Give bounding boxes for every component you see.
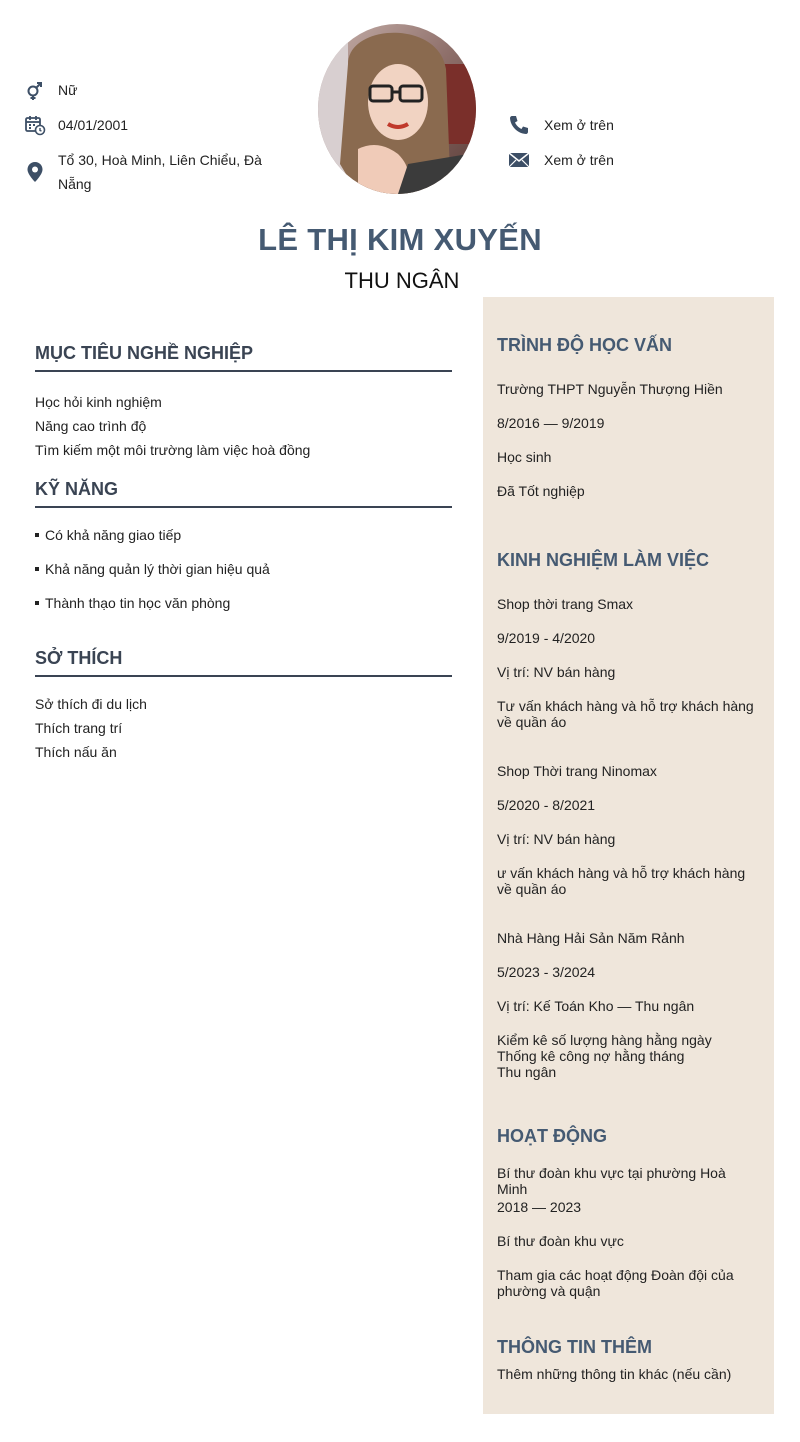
hobbies-heading: SỞ THÍCH [35, 648, 452, 677]
extra-text: Thêm những thông tin khác (nếu cần) [497, 1366, 732, 1382]
contact-dob [23, 113, 128, 137]
candidate-name: LÊ THỊ KIM XUYẾN [258, 222, 542, 257]
job-period: 9/2019 - 4/2020 [497, 630, 596, 646]
activity-org: Bí thư đoàn khu vực tại phường Hoà Minh [497, 1165, 726, 1197]
experience-heading: KINH NGHIỆM LÀM VIỆC [497, 550, 710, 570]
activity-period: 2018 — 2023 [497, 1199, 582, 1215]
job-company: Nhà Hàng Hải Sản Năm Rảnh [497, 930, 685, 946]
career-goal-heading: MỤC TIÊU NGHỀ NGHIỆP [35, 343, 452, 372]
hobby-line: Thích nấu ăn [35, 744, 117, 760]
activities-section [497, 1126, 759, 1147]
extra-heading: THÔNG TIN THÊM [497, 1337, 652, 1357]
bullet [35, 567, 39, 571]
skill-text: Có khả năng giao tiếp [45, 527, 182, 543]
education-heading: TRÌNH ĐỘ HỌC VẤN [497, 335, 672, 355]
avatar [318, 24, 476, 194]
extra-section [497, 1337, 759, 1358]
job-description: Tư vấn khách hàng và hỗ trợ khách hàng về quần áo [497, 698, 754, 730]
activities-heading: HOẠT ĐỘNG [497, 1126, 607, 1146]
email-text: Xem ở trên [544, 152, 614, 168]
bullet [35, 601, 39, 605]
job-period: 5/2023 - 3/2024 [497, 964, 596, 980]
skills-section [35, 479, 452, 620]
phone-icon [507, 113, 531, 137]
education-section [497, 335, 759, 356]
job-position: Vị trí: NV bán hàng [497, 664, 616, 680]
hobby-line: Thích trang trí [35, 720, 123, 736]
activity-description: Tham gia các hoạt động Đoàn đội của phường và quận [497, 1267, 734, 1299]
career-goal-section [35, 343, 452, 462]
email-icon [507, 148, 531, 172]
gender-icon [23, 78, 47, 102]
job-period: 5/2020 - 8/2021 [497, 797, 596, 813]
location-pin-icon [23, 160, 47, 184]
career-goal-line: Tìm kiếm một môi trường làm việc hoà đồng [35, 442, 311, 458]
job-company: Shop Thời trang Ninomax [497, 763, 657, 779]
skill-item [35, 518, 452, 552]
job-description: ư vấn khách hàng và hỗ trợ khách hàng về quần áo [497, 865, 746, 897]
hobbies-section [35, 648, 452, 764]
skill-text: Khả năng quản lý thời gian hiệu quả [45, 561, 270, 577]
job-position: Vị trí: Kế Toán Kho — Thu ngân [497, 998, 695, 1014]
contact-email [507, 148, 614, 172]
career-goal-line: Năng cao trình độ [35, 418, 147, 434]
skill-item [35, 552, 452, 586]
experience-section [497, 550, 759, 571]
activity-role: Bí thư đoàn khu vực [497, 1233, 624, 1249]
job-title: THU NGÂN [344, 268, 460, 293]
job-company: Shop thời trang Smax [497, 596, 634, 612]
job-position: Vị trí: NV bán hàng [497, 831, 616, 847]
hobby-line: Sở thích đi du lịch [35, 696, 147, 712]
job-description-line: Thu ngân [497, 1064, 557, 1080]
career-goal-line: Học hỏi kinh nghiệm [35, 394, 162, 410]
bullet [35, 533, 39, 537]
contact-address [23, 148, 273, 196]
skill-text: Thành thạo tin học văn phòng [45, 595, 231, 611]
education-status: Đã Tốt nghiệp [497, 483, 585, 499]
education-school: Trường THPT Nguyễn Thượng Hiền [497, 381, 723, 397]
education-period: 8/2016 — 9/2019 [497, 415, 605, 431]
job-description-line: Thống kê công nợ hằng tháng [497, 1048, 685, 1064]
education-role: Học sinh [497, 449, 552, 465]
skill-item [35, 586, 452, 620]
dob-text: 04/01/2001 [58, 117, 129, 133]
job-description [497, 1032, 759, 1080]
address-text: Tổ 30, Hoà Minh, Liên Chiểu, Đà Nẵng [58, 152, 262, 192]
phone-text: Xem ở trên [544, 117, 614, 133]
gender-text: Nữ [58, 82, 78, 98]
job-description-line: Kiểm kê số lượng hàng hằng ngày [497, 1032, 712, 1048]
skills-heading: KỸ NĂNG [35, 479, 452, 508]
calendar-icon [23, 113, 47, 137]
contact-phone [507, 113, 614, 137]
contact-gender [23, 78, 77, 102]
